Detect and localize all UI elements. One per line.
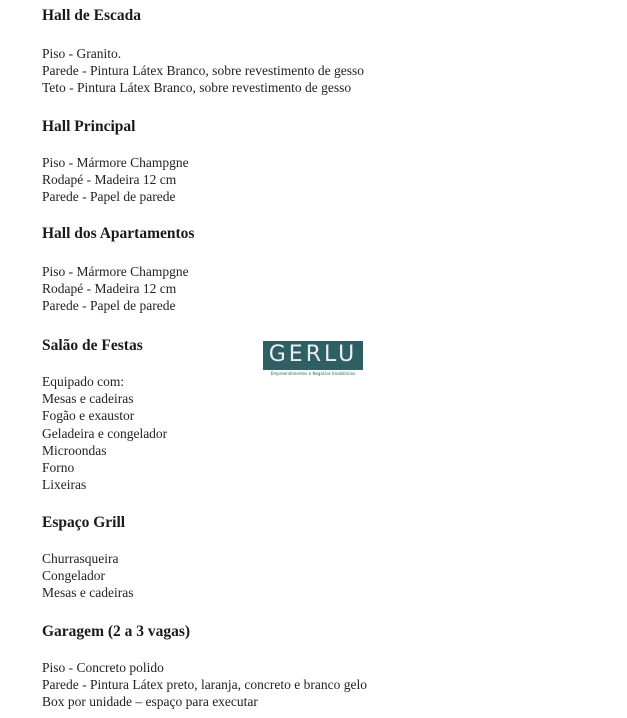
spec-line: Parede - Pintura Látex Branco, sobre revestimento de gesso bbox=[42, 63, 365, 79]
spec-line: Microondas bbox=[42, 442, 107, 458]
spec-line: Forno bbox=[42, 460, 75, 476]
section-heading: Hall dos Apartamentos bbox=[42, 225, 195, 242]
spec-line: Fogão e exaustor bbox=[42, 408, 135, 424]
logo-tagline: Empreendimentos e Negócios Imobiliários bbox=[270, 371, 356, 376]
section-items bbox=[42, 659, 602, 711]
spec-line: Lixeiras bbox=[42, 477, 87, 493]
spec-line: Parede - Papel de parede bbox=[42, 189, 176, 205]
section-items bbox=[42, 550, 602, 602]
section-espaco-grill bbox=[42, 514, 602, 602]
logo-wordmark: GERLU bbox=[268, 342, 358, 367]
section-items bbox=[42, 373, 602, 493]
logo-tagline-strip bbox=[263, 370, 363, 378]
spec-line: Rodapé - Madeira 12 cm bbox=[42, 172, 177, 188]
section-garagem bbox=[42, 623, 602, 711]
spec-line: Parede - Papel de parede bbox=[42, 298, 176, 314]
spec-line: Piso - Concreto polido bbox=[42, 660, 164, 675]
section-items bbox=[42, 45, 602, 97]
section-items bbox=[42, 263, 602, 315]
spec-line: Parede - Pintura Látex preto, laranja, concreto e branco gelo bbox=[42, 677, 367, 693]
section-heading: Hall de Escada bbox=[42, 7, 142, 24]
section-items bbox=[42, 154, 602, 206]
spec-line: Mesas e cadeiras bbox=[42, 585, 134, 601]
section-hall-dos-apartamentos bbox=[42, 225, 602, 315]
spec-line: Congelador bbox=[42, 568, 105, 584]
gerlu-logo-watermark bbox=[263, 341, 363, 378]
section-hall-de-escada bbox=[42, 7, 602, 97]
section-hall-principal bbox=[42, 118, 602, 206]
section-heading: Espaço Grill bbox=[42, 514, 126, 531]
spec-line: Equipado com: bbox=[42, 374, 125, 389]
section-heading: Garagem (2 a 3 vagas) bbox=[42, 623, 191, 640]
spec-line: Piso - Mármore Champgne bbox=[42, 264, 189, 279]
spec-line: Geladeira e congelador bbox=[42, 425, 168, 441]
spec-line: Box por unidade – espaço para executar bbox=[42, 694, 258, 710]
spec-line: Piso - Mármore Champgne bbox=[42, 155, 189, 170]
spec-line: Churrasqueira bbox=[42, 551, 119, 566]
spec-line: Piso - Granito. bbox=[42, 46, 122, 61]
section-heading: Hall Principal bbox=[42, 118, 136, 135]
section-heading: Salão de Festas bbox=[42, 337, 143, 354]
spec-line: Rodapé - Madeira 12 cm bbox=[42, 281, 177, 297]
spec-line: Mesas e cadeiras bbox=[42, 391, 134, 407]
spec-line: Teto - Pintura Látex Branco, sobre revestimento de gesso bbox=[42, 80, 352, 96]
